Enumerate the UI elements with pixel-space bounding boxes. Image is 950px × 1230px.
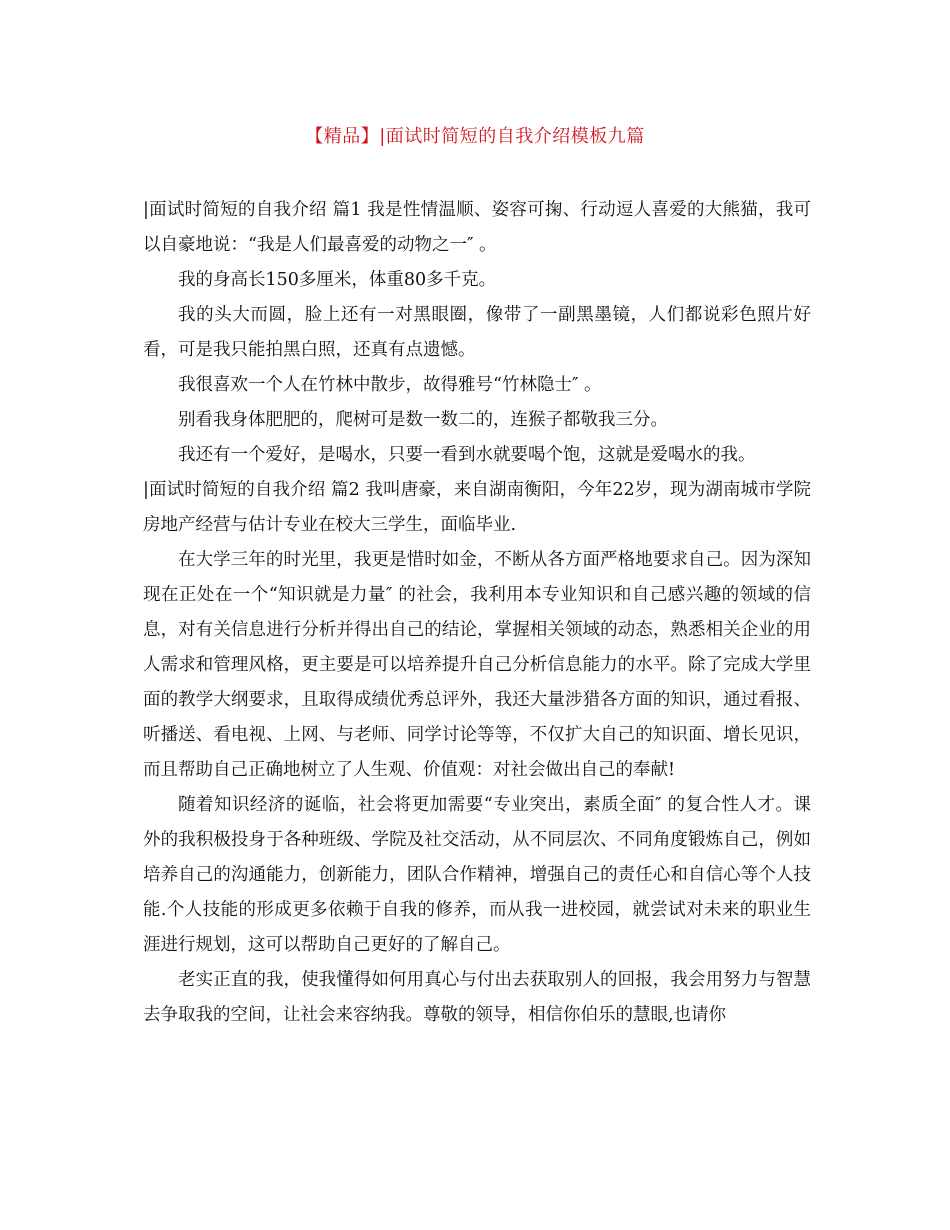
paragraph: 我的身高长150多厘米，体重80多千克。 [178, 270, 497, 290]
paragraph: 老实正直的我，使我懂得如何用真心与付出去获取别人的回报，我会用努力与智慧去争取我的空间，让社会来容纳我。尊敬的领导，相信你伯乐的慧眼,也请你 [143, 970, 811, 1025]
paragraph: 随着知识经济的诞临，社会将更加需要“专业突出，素质全面″ 的复合性人才。课外的我积极投身于各种班级、学院及社交活动，从不同层次、不同角度锻炼自己，例如培养自己的沟通能力，创新能力，团队合作精神，增强自己的责任心和自信心等个人技能.个人技能的形成更多依赖于自我的修养，而从我一进校园，就尝试对未来的职业生涯进行规划，这可以帮助自己更好的了解自己。 [143, 795, 811, 955]
section-text: 我是性情温顺、姿容可掬、行动逗人喜爱的大熊猫，我可以自豪地说：“我是人们最喜爱的动物之一″ 。 [143, 200, 812, 255]
paragraph: 在大学三年的时光里，我更是惜时如金，不断从各方面严格地要求自己。因为深知现在正处在一个“知识就是力量″ 的社会，我利用本专业知识和自己感兴趣的领域的信息，对有关信息进行分析并得出自己的结论，掌握相关领域的动态，熟悉相关企业的用人需求和管理风格，更主要是可以培养提升自己分析信息能力的水平。除了完成大学里面的教学大纲要求，且取得成绩优秀总评外，我还大量涉猎各方面的知识，通过看报、听播送、看电视、上网、与老师、同学讨论等等，不仅扩大自己的知识面、增长见识，而且帮助自己正确地树立了人生观、价值观：对社会做出自己的奉献! [143, 550, 811, 780]
paragraph: 我的头大而圆，脸上还有一对黑眼圈，像带了一副黑墨镜，人们都说彩色照片好看，可是我只能拍黑白照，还真有点遗憾。 [143, 305, 811, 360]
section-text: 我叫唐豪，来自湖南衡阳，今年22岁，现为湖南城市学院房地产经营与估计专业在校大三学生，面临毕业. [143, 480, 811, 535]
paragraph: 别看我身体肥肥的，爬树可是数一数二的，连猴子都敬我三分。 [178, 410, 668, 430]
section-heading: |面试时简短的自我介绍 篇1 [143, 200, 362, 220]
document-title: 【精品】|面试时简短的自我介绍模板九篇 [305, 126, 645, 147]
section-heading: |面试时简短的自我介绍 篇2 [143, 480, 360, 500]
paragraph: 我还有一个爱好，是喝水，只要一看到水就要喝个饱，这就是爱喝水的我。 [178, 445, 756, 465]
document-body [143, 193, 811, 1033]
paragraph: 我很喜欢一个人在竹林中散步，故得雅号“竹林隐士″ 。 [178, 375, 602, 395]
section-paragraph-2 [143, 473, 811, 543]
section-paragraph-1 [143, 193, 811, 263]
